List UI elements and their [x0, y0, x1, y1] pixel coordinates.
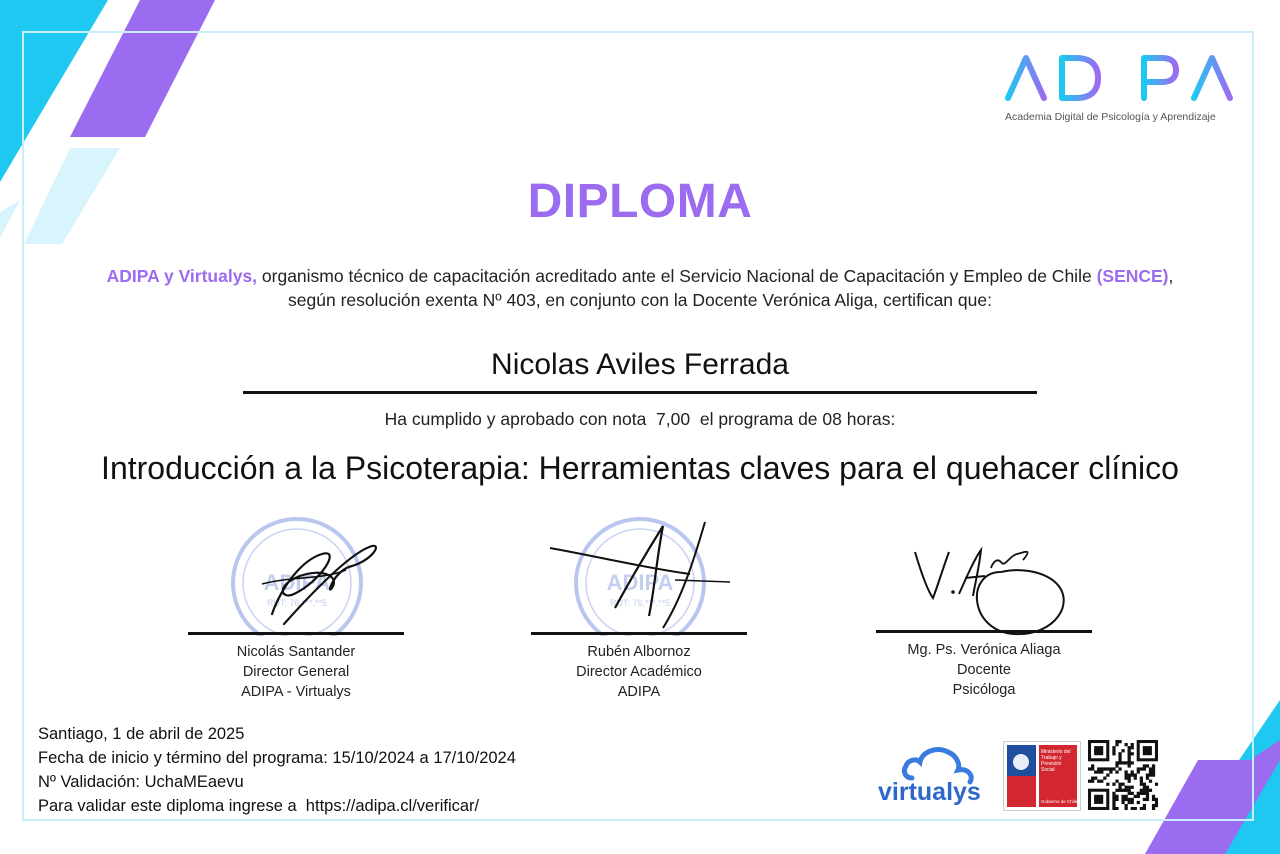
- signatory-2-name: Rubén Albornoz: [587, 644, 691, 660]
- stamp-seal-1: [222, 516, 392, 636]
- qr-code-icon[interactable]: [1088, 740, 1158, 810]
- intro-paragraph: [100, 264, 1180, 312]
- signature-line-3: [876, 630, 1092, 633]
- signatory-2-org: ADIPA: [617, 684, 661, 700]
- signatory-3-org: Psicóloga: [952, 682, 1016, 698]
- stamp-2-name: ADIPA: [606, 570, 674, 595]
- signature-line-2: [531, 632, 747, 635]
- signature-block-3: [876, 630, 1092, 700]
- intro-text-1: organismo técnico de capacitación acreditado ante el Servicio Nacional de Capacitación y Empleo de Chile: [257, 266, 1097, 286]
- signatory-1-name: Nicolás Santander: [236, 644, 356, 660]
- adipa-logo: [1004, 52, 1236, 102]
- signature-block-2: [531, 632, 747, 702]
- stamp-seal-2: [545, 516, 740, 636]
- grade-line: Ha cumplido y aprobado con nota 7,00 el programa de 08 horas:: [384, 409, 896, 429]
- place-date: Santiago, 1 de abril de 2025: [38, 725, 245, 743]
- program-dates: Fecha de inicio y término del programa: 15/10/2024 a 17/10/2024: [38, 749, 516, 767]
- recipient-underline: [243, 391, 1037, 394]
- signatory-3-role: Docente: [956, 662, 1011, 678]
- course-title: Introducción a la Psicoterapia: Herramientas claves para el quehacer clínico: [101, 450, 1179, 486]
- intro-highlight-sence: (SENCE): [1096, 266, 1169, 286]
- stamp-1-name: ADIPA: [263, 570, 331, 595]
- footer-info: [38, 722, 516, 818]
- gob-line-3: Previsión: [1041, 761, 1062, 767]
- signatory-1-role: Director General: [242, 664, 350, 680]
- gob-line-2: Trabajo y: [1041, 755, 1062, 761]
- handwritten-signature-3: [905, 532, 1075, 642]
- stamp-1-rut: RUT: 76.***.**5: [266, 598, 328, 608]
- verify-link[interactable]: Para validar este diploma ingrese a https://adipa.cl/verificar/: [38, 797, 480, 815]
- gob-line-4: Social: [1041, 767, 1055, 773]
- recipient-name: Nicolas Aviles Ferrada: [491, 348, 789, 381]
- virtualys-wordmark: virtualys: [878, 778, 981, 806]
- signature-block-1: [188, 632, 404, 702]
- gob-footer: Gobierno de Chile: [1041, 799, 1078, 804]
- validation-code: Nº Validación: UchaMEaevu: [38, 773, 244, 791]
- stamp-2-rut: RUT: 76.***.**5: [609, 598, 671, 608]
- intro-highlight-adipa: ADIPA y Virtualys,: [106, 266, 258, 286]
- diploma-title: DIPLOMA: [527, 175, 753, 228]
- signatory-2-role: Director Académico: [576, 664, 702, 680]
- gob-line-1: Ministerio del: [1041, 749, 1071, 755]
- logo-subtitle: Academia Digital de Psicología y Aprendizaje: [1005, 111, 1216, 123]
- signatory-1-org: ADIPA - Virtualys: [241, 684, 351, 700]
- virtualys-logo: [876, 744, 998, 810]
- signatory-3-name: Mg. Ps. Verónica Aliaga: [907, 642, 1061, 658]
- signature-line-1: [188, 632, 404, 635]
- government-emblem-icon: [1003, 741, 1081, 811]
- intro-text-2: , según resolución exenta Nº 403, en conjunto con la Docente Verónica Aliga, certifican que:: [288, 266, 1174, 310]
